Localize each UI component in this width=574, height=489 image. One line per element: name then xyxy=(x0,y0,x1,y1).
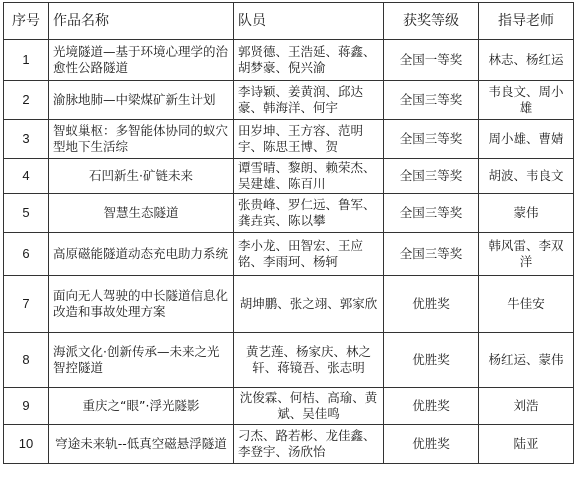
cell-award: 全国三等奖 xyxy=(384,233,479,276)
cell-members: 黄艺莲、杨家庆、林之轩、蒋镜吾、张志明 xyxy=(234,333,384,388)
cell-tutor: 胡波、韦良文 xyxy=(479,159,574,194)
cell-index: 8 xyxy=(4,333,49,388)
header-tutor: 指导老师 xyxy=(479,3,574,40)
table-row xyxy=(4,233,574,276)
cell-tutor: 杨红运、蒙伟 xyxy=(479,333,574,388)
cell-members: 田岁坤、王方容、范明宇、陈思王博、贺 xyxy=(234,120,384,159)
cell-project: 重庆之“眼”·浮光隧影 xyxy=(49,388,234,425)
cell-award: 优胜奖 xyxy=(384,276,479,333)
cell-index: 10 xyxy=(4,425,49,464)
header-members: 队员 xyxy=(234,3,384,40)
award-table-container xyxy=(3,2,574,464)
cell-tutor: 蒙伟 xyxy=(479,194,574,233)
cell-award: 优胜奖 xyxy=(384,388,479,425)
cell-members: 郭贤德、王浩延、蒋鑫、胡梦豪、倪兴渝 xyxy=(234,40,384,81)
cell-project: 穹途未来轨--低真空磁悬浮隧道 xyxy=(49,425,234,464)
cell-members: 胡坤鹏、张之翊、郭家欣 xyxy=(234,276,384,333)
cell-project: 光境隧道—基于环境心理学的治愈性公路隧道 xyxy=(49,40,234,81)
table-row xyxy=(4,333,574,388)
cell-members: 刁杰、路若彬、龙佳鑫、李登宇、汤欣怡 xyxy=(234,425,384,464)
cell-project: 海派文化·创新传承—未来之光智控隧道 xyxy=(49,333,234,388)
cell-tutor: 牛佳安 xyxy=(479,276,574,333)
table-row xyxy=(4,425,574,464)
cell-index: 3 xyxy=(4,120,49,159)
cell-award: 优胜奖 xyxy=(384,425,479,464)
cell-members: 谭雪晴、黎朗、赖荣杰、吴建雄、陈百川 xyxy=(234,159,384,194)
cell-index: 6 xyxy=(4,233,49,276)
cell-members: 李小龙、田智宏、王应铭、李雨珂、杨轲 xyxy=(234,233,384,276)
table-row xyxy=(4,81,574,120)
cell-tutor: 陆亚 xyxy=(479,425,574,464)
cell-tutor: 韩风雷、李双洋 xyxy=(479,233,574,276)
table-row xyxy=(4,40,574,81)
cell-tutor: 林志、杨红运 xyxy=(479,40,574,81)
cell-award: 全国三等奖 xyxy=(384,81,479,120)
cell-project: 智慧生态隧道 xyxy=(49,194,234,233)
cell-index: 5 xyxy=(4,194,49,233)
header-award: 获奖等级 xyxy=(384,3,479,40)
cell-award: 全国三等奖 xyxy=(384,159,479,194)
table-row xyxy=(4,276,574,333)
header-index: 序号 xyxy=(4,3,49,40)
cell-members: 张贵峰、罗仁远、鲁军、龚垚宾、陈以攀 xyxy=(234,194,384,233)
cell-index: 1 xyxy=(4,40,49,81)
cell-project: 石凹新生·矿链未来 xyxy=(49,159,234,194)
cell-members: 沈俊霖、何桔、高瑜、黄斌、吴佳鸣 xyxy=(234,388,384,425)
cell-award: 全国一等奖 xyxy=(384,40,479,81)
table-row xyxy=(4,388,574,425)
cell-award: 优胜奖 xyxy=(384,333,479,388)
cell-award: 全国三等奖 xyxy=(384,194,479,233)
table-header-row xyxy=(4,3,574,40)
cell-index: 9 xyxy=(4,388,49,425)
cell-index: 7 xyxy=(4,276,49,333)
table-row xyxy=(4,194,574,233)
table-row xyxy=(4,159,574,194)
header-project: 作品名称 xyxy=(49,3,234,40)
award-table xyxy=(3,2,574,464)
cell-index: 4 xyxy=(4,159,49,194)
cell-tutor: 周小雄、曹婧 xyxy=(479,120,574,159)
cell-project: 面向无人驾驶的中长隧道信息化改造和事故处理方案 xyxy=(49,276,234,333)
cell-members: 李诗颖、姜黄润、邱达豪、韩海洋、何宇 xyxy=(234,81,384,120)
cell-tutor: 韦良文、周小雄 xyxy=(479,81,574,120)
cell-award: 全国三等奖 xyxy=(384,120,479,159)
cell-tutor: 刘浩 xyxy=(479,388,574,425)
cell-project: 渝脉地肺—中梁煤矿新生计划 xyxy=(49,81,234,120)
cell-index: 2 xyxy=(4,81,49,120)
cell-project: 智蚁巢枢：多智能体协同的蚁穴型地下生活综 xyxy=(49,120,234,159)
table-row xyxy=(4,120,574,159)
cell-project: 高原磁能隧道动态充电助力系统 xyxy=(49,233,234,276)
